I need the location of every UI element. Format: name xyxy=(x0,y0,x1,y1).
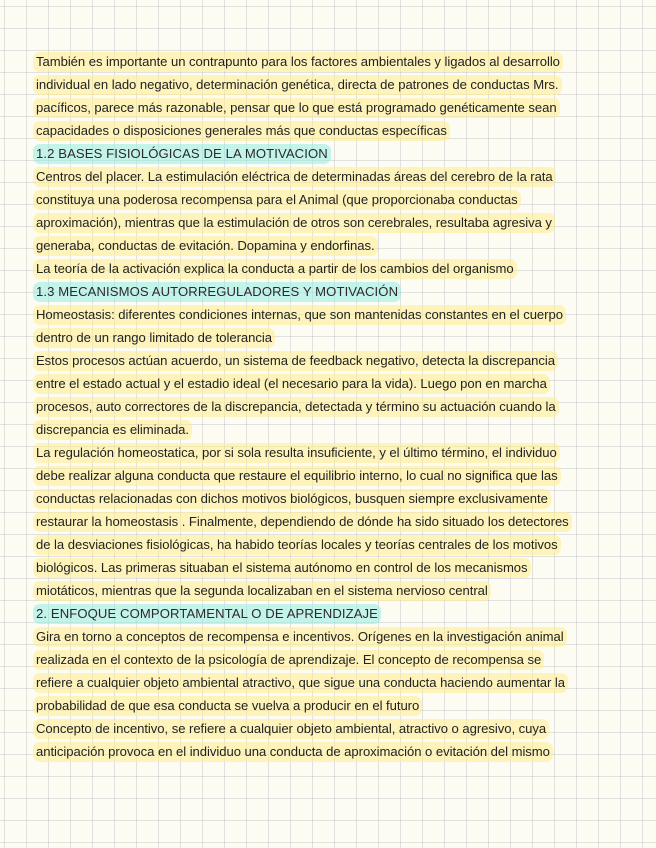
line-highlight: También es importante un contrapunto para los factores ambientales y ligados al desarrollo xyxy=(33,52,563,72)
line-highlight: miotáticos, mientras que la segunda localizaban en el sistema nervioso central xyxy=(33,581,491,601)
line-highlight: capacidades o disposiciones generales más que conductas específicas xyxy=(33,121,450,141)
line-highlight: restaurar la homeostasis . Finalmente, dependiendo de dónde ha sido situado los detectores xyxy=(33,512,572,532)
text-line xyxy=(33,694,632,717)
text-line xyxy=(33,625,632,648)
text-line xyxy=(33,234,632,257)
line-highlight: realizada en el contexto de la psicología de aprendizaje. El concepto de recompensa se xyxy=(33,650,544,670)
text-line xyxy=(33,579,632,602)
text-line xyxy=(33,464,632,487)
line-highlight: Centros del placer. La estimulación eléctrica de determinadas áreas del cerebro de la rata xyxy=(33,167,556,187)
line-highlight: anticipación provoca en el individuo una conducta de aproximación o evitación del mismo xyxy=(33,742,553,762)
text-line xyxy=(33,303,632,326)
heading-highlight: 2. ENFOQUE COMPORTAMENTAL O DE APRENDIZAJE xyxy=(33,604,381,624)
line-highlight: generaba, conductas de evitación. Dopamina y endorfinas. xyxy=(33,236,378,256)
text-line xyxy=(33,510,632,533)
text-line xyxy=(33,349,632,372)
line-highlight: conductas relacionadas con dichos motivos biológicos, busquen siempre exclusivamente xyxy=(33,489,551,509)
text-line xyxy=(33,188,632,211)
line-highlight: Homeostasis: diferentes condiciones internas, que son mantenidas constantes en el cuerpo xyxy=(33,305,566,325)
text-line xyxy=(33,740,632,763)
section-heading xyxy=(33,280,632,303)
text-line xyxy=(33,671,632,694)
line-highlight: individual en lado negativo, determinación genética, directa de patrones de conductas Mrs. xyxy=(33,75,562,95)
section-heading xyxy=(33,142,632,165)
text-line xyxy=(33,717,632,740)
text-line xyxy=(33,257,632,280)
text-line xyxy=(33,326,632,349)
line-highlight: pacíficos, parece más razonable, pensar que lo que está programado genéticamente sean xyxy=(33,98,560,118)
text-line xyxy=(33,487,632,510)
text-line xyxy=(33,418,632,441)
text-line xyxy=(33,211,632,234)
line-highlight: procesos, auto correctores de la discrepancia, detectada y término su actuación cuando la xyxy=(33,397,559,417)
text-line xyxy=(33,165,632,188)
line-highlight: entre el estado actual y el estadio ideal (el necesario para la vida). Luego pon en marcha xyxy=(33,374,550,394)
line-highlight: Estos procesos actúan acuerdo, un sistema de feedback negativo, detecta la discrepancia xyxy=(33,351,558,371)
text-line xyxy=(33,372,632,395)
heading-highlight: 1.2 BASES FISIOLÓGICAS DE LA MOTIVACION xyxy=(33,144,331,164)
text-line xyxy=(33,50,632,73)
line-highlight: constituya una poderosa recompensa para el Animal (que proporcionaba conductas xyxy=(33,190,521,210)
line-highlight: de la desviaciones fisiológicas, ha habido teorías locales y teorías centrales de los motivos xyxy=(33,535,561,555)
text-line xyxy=(33,119,632,142)
text-line xyxy=(33,648,632,671)
line-highlight: aproximación), mientras que la estimulación de otros son cerebrales, resultaba agresiva y xyxy=(33,213,555,233)
text-line xyxy=(33,73,632,96)
line-highlight: La teoría de la activación explica la conducta a partir de los cambios del organismo xyxy=(33,259,517,279)
heading-highlight: 1.3 MECANISMOS AUTORREGULADORES Y MOTIVACIÓN xyxy=(33,282,401,302)
line-highlight: probabilidad de que esa conducta se vuelva a producir en el futuro xyxy=(33,696,422,716)
line-highlight: discrepancia es eliminada. xyxy=(33,420,192,440)
line-highlight: dentro de un rango limitado de tolerancia xyxy=(33,328,275,348)
text-line xyxy=(33,533,632,556)
line-highlight: Concepto de incentivo, se refiere a cualquier objeto ambiental, atractivo o agresivo, cuya xyxy=(33,719,549,739)
line-highlight: debe realizar alguna conducta que restaure el equilibrio interno, lo cual no significa que las xyxy=(33,466,561,486)
line-highlight: biológicos. Las primeras situaban el sistema autónomo en control de los mecanismos xyxy=(33,558,531,578)
text-line xyxy=(33,395,632,418)
line-highlight: refiere a cualquier objeto ambiental atractivo, que sigue una conducta haciendo aumentar la xyxy=(33,673,568,693)
text-line xyxy=(33,441,632,464)
text-line xyxy=(33,556,632,579)
section-heading xyxy=(33,602,632,625)
line-highlight: La regulación homeostatica, por si sola resulta insuficiente, y el último término, el individuo xyxy=(33,443,560,463)
line-highlight: Gira en torno a conceptos de recompensa e incentivos. Orígenes en la investigación animal xyxy=(33,627,567,647)
text-line xyxy=(33,96,632,119)
